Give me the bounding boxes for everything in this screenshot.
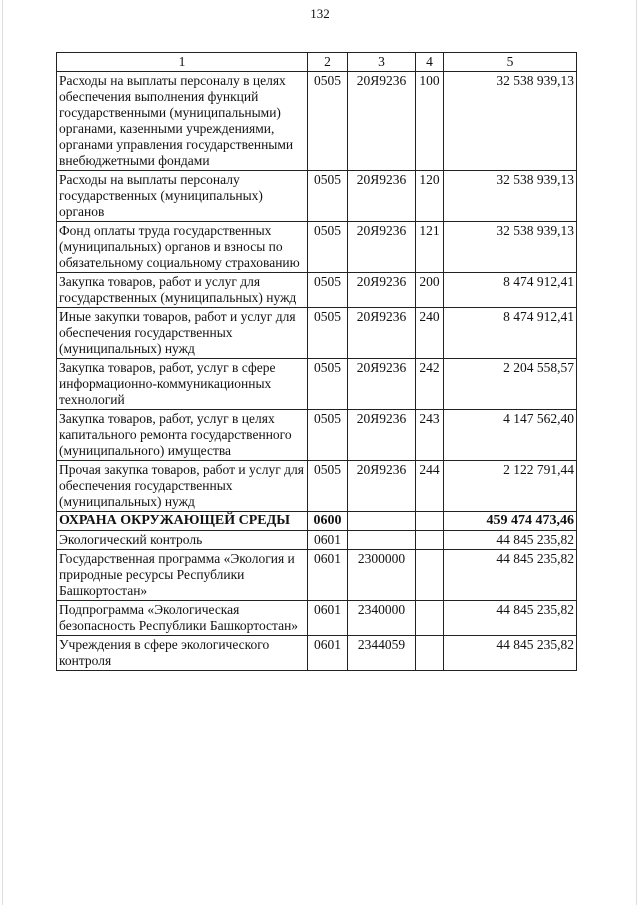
row-target-code: 20Я9236	[348, 359, 416, 410]
page-number: 132	[310, 6, 330, 21]
row-section-code: 0505	[308, 359, 348, 410]
column-header-row	[57, 53, 577, 72]
row-amount: 2 122 791,44	[444, 461, 577, 512]
row-name: Иные закупки товаров, работ и услуг для обеспечения государственных (муниципальных) нужд	[57, 308, 308, 359]
row-section-code: 0505	[308, 273, 348, 308]
row-amount: 4 147 562,40	[444, 410, 577, 461]
row-name: Экологический контроль	[57, 531, 308, 550]
row-name: Закупка товаров, работ, услуг в целях капитального ремонта государственного (муниципального) имущества	[57, 410, 308, 461]
table-row	[57, 601, 577, 636]
row-amount: 32 538 939,13	[444, 171, 577, 222]
table-body	[57, 72, 577, 671]
row-expense-type-code: 100	[416, 72, 444, 171]
row-section-code: 0600	[308, 512, 348, 531]
row-section-code: 0505	[308, 222, 348, 273]
table-row	[57, 171, 577, 222]
row-amount: 44 845 235,82	[444, 636, 577, 671]
column-header: 2	[308, 53, 348, 72]
row-target-code: 20Я9236	[348, 222, 416, 273]
row-target-code: 2300000	[348, 550, 416, 601]
table-row	[57, 359, 577, 410]
column-header: 5	[444, 53, 577, 72]
table-row	[57, 531, 577, 550]
scan-edge-right	[636, 0, 637, 905]
column-header: 1	[57, 53, 308, 72]
row-amount: 44 845 235,82	[444, 601, 577, 636]
row-expense-type-code	[416, 601, 444, 636]
row-amount: 8 474 912,41	[444, 273, 577, 308]
row-name: Прочая закупка товаров, работ и услуг для обеспечения государственных (муниципальных) нужд	[57, 461, 308, 512]
table-row	[57, 550, 577, 601]
table-row	[57, 410, 577, 461]
scan-edge-left	[2, 0, 3, 905]
table-row	[57, 461, 577, 512]
row-name: Расходы на выплаты персоналу в целях обеспечения выполнения функций государственными (муниципальными) органами, казенными учреждениями, органами управления государственными внебюджетными фондами	[57, 72, 308, 171]
row-section-code: 0601	[308, 550, 348, 601]
row-name: Закупка товаров, работ, услуг в сфере информационно-коммуникационных технологий	[57, 359, 308, 410]
row-section-code: 0601	[308, 531, 348, 550]
row-amount: 44 845 235,82	[444, 550, 577, 601]
row-name: Государственная программа «Экология и природные ресурсы Республики Башкортостан»	[57, 550, 308, 601]
column-header: 4	[416, 53, 444, 72]
row-amount: 2 204 558,57	[444, 359, 577, 410]
row-target-code: 20Я9236	[348, 171, 416, 222]
row-target-code: 20Я9236	[348, 461, 416, 512]
row-expense-type-code: 121	[416, 222, 444, 273]
column-header: 3	[348, 53, 416, 72]
budget-table	[56, 52, 577, 671]
row-section-code: 0505	[308, 461, 348, 512]
row-target-code	[348, 512, 416, 531]
row-amount: 459 474 473,46	[444, 512, 577, 531]
row-name: Подпрограмма «Экологическая безопасность Республики Башкортостан»	[57, 601, 308, 636]
row-expense-type-code: 120	[416, 171, 444, 222]
table-row	[57, 512, 577, 531]
row-name: Фонд оплаты труда государственных (муниципальных) органов и взносы по обязательному социальному страхованию	[57, 222, 308, 273]
row-section-code: 0505	[308, 308, 348, 359]
table-row	[57, 222, 577, 273]
row-name: Закупка товаров, работ и услуг для государственных (муниципальных) нужд	[57, 273, 308, 308]
table-row	[57, 636, 577, 671]
row-name: Учреждения в сфере экологического контроля	[57, 636, 308, 671]
row-expense-type-code: 243	[416, 410, 444, 461]
row-section-code: 0601	[308, 601, 348, 636]
table-row	[57, 273, 577, 308]
row-target-code: 20Я9236	[348, 72, 416, 171]
row-expense-type-code: 240	[416, 308, 444, 359]
row-target-code: 20Я9236	[348, 410, 416, 461]
row-section-code: 0505	[308, 171, 348, 222]
row-amount: 44 845 235,82	[444, 531, 577, 550]
row-expense-type-code	[416, 636, 444, 671]
row-amount: 8 474 912,41	[444, 308, 577, 359]
row-section-code: 0505	[308, 72, 348, 171]
row-expense-type-code: 200	[416, 273, 444, 308]
row-expense-type-code	[416, 531, 444, 550]
row-target-code	[348, 531, 416, 550]
row-section-code: 0601	[308, 636, 348, 671]
row-expense-type-code	[416, 550, 444, 601]
row-expense-type-code	[416, 512, 444, 531]
row-amount: 32 538 939,13	[444, 222, 577, 273]
table-row	[57, 72, 577, 171]
row-target-code: 20Я9236	[348, 308, 416, 359]
table-row	[57, 308, 577, 359]
row-target-code: 20Я9236	[348, 273, 416, 308]
row-name: Расходы на выплаты персоналу государственных (муниципальных) органов	[57, 171, 308, 222]
row-expense-type-code: 244	[416, 461, 444, 512]
row-target-code: 2344059	[348, 636, 416, 671]
row-name: ОХРАНА ОКРУЖАЮЩЕЙ СРЕДЫ	[57, 512, 308, 531]
row-amount: 32 538 939,13	[444, 72, 577, 171]
row-expense-type-code: 242	[416, 359, 444, 410]
row-section-code: 0505	[308, 410, 348, 461]
row-target-code: 2340000	[348, 601, 416, 636]
